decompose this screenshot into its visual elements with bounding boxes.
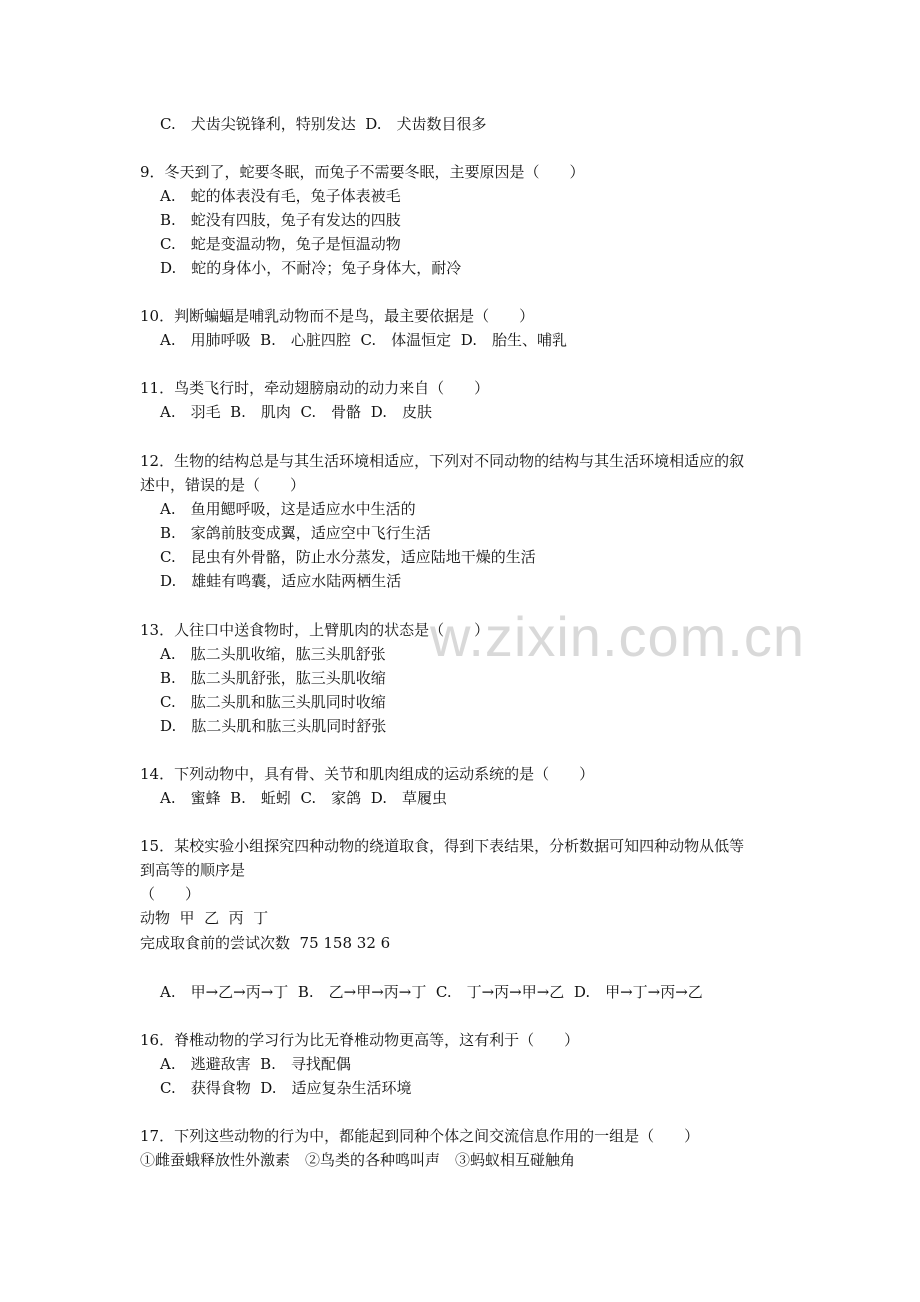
question-8-options: C. 犬齿尖锐锋利，特别发达 D. 犬齿数目很多	[160, 115, 487, 133]
question-12-option-a: A. 鱼用鳃呼吸，这是适应水中生活的	[160, 500, 416, 518]
question-11-stem: 11．鸟类飞行时，牵动翅膀扇动的动力来自（ ）	[140, 379, 490, 397]
question-10-stem: 10．判断蝙蝠是哺乳动物而不是鸟，最主要依据是（ ）	[140, 307, 535, 325]
question-12-option-b: B. 家鸽前肢变成翼，适应空中飞行生活	[160, 524, 431, 542]
question-16-options-line2: C. 获得食物 D. 适应复杂生活环境	[160, 1079, 412, 1097]
question-12-option-d: D. 雄蛙有鸣囊，适应水陆两栖生活	[160, 572, 402, 590]
question-13-option-b: B. 肱二头肌舒张，肱三头肌收缩	[160, 669, 386, 687]
question-12-stem-line1: 12．生物的结构总是与其生活环境相适应，下列对不同动物的结构与其生活环境相适应的叙	[140, 452, 745, 470]
question-15-options: A. 甲→乙→丙→丁 B. 乙→甲→丙→丁 C. 丁→丙→甲→乙 D. 甲→丁→丙→乙	[160, 983, 703, 1001]
question-15-table-row: 完成取食前的尝试次数 75 158 32 6	[140, 934, 391, 952]
question-11-options: A. 羽毛 B. 肌肉 C. 骨骼 D. 皮肤	[160, 403, 432, 421]
question-15-table-header: 动物 甲 乙 丙 丁	[140, 909, 269, 927]
question-13-option-d: D. 肱二头肌和肱三头肌同时舒张	[160, 717, 387, 735]
question-16-options-line1: A. 逃避敌害 B. 寻找配偶	[160, 1055, 351, 1073]
question-17-items: ①雌蚕蛾释放性外激素 ②鸟类的各种鸣叫声 ③蚂蚁相互碰触角	[140, 1151, 576, 1169]
question-17-stem: 17．下列这些动物的行为中，都能起到同种个体之间交流信息作用的一组是（ ）	[140, 1127, 700, 1145]
question-12-option-c: C. 昆虫有外骨骼，防止水分蒸发，适应陆地干燥的生活	[160, 548, 536, 566]
question-9-option-b: B. 蛇没有四肢，兔子有发达的四肢	[160, 211, 401, 229]
question-14-options: A. 蜜蜂 B. 蚯蚓 C. 家鸽 D. 草履虫	[160, 789, 447, 807]
question-14-stem: 14．下列动物中，具有骨、关节和肌肉组成的运动系统的是（ ）	[140, 765, 595, 783]
question-13-option-a: A. 肱二头肌收缩，肱三头肌舒张	[160, 645, 386, 663]
question-15-stem-line3: （ ）	[140, 885, 201, 903]
question-15-stem-line2: 到高等的顺序是	[140, 861, 246, 879]
watermark: w.zixin.com.cn	[430, 605, 805, 668]
question-9-option-d: D. 蛇的身体小，不耐冷；兔子身体大，耐冷	[160, 259, 462, 277]
question-9-stem: 9．冬天到了，蛇要冬眠，而兔子不需要冬眠，主要原因是（ ）	[140, 163, 585, 181]
question-10-options: A. 用肺呼吸 B. 心脏四腔 C. 体温恒定 D. 胎生、哺乳	[160, 331, 567, 349]
question-12-stem-line2: 述中，错误的是（ ）	[140, 476, 306, 494]
question-9-option-a: A. 蛇的体表没有毛，兔子体表被毛	[160, 187, 401, 205]
question-13-option-c: C. 肱二头肌和肱三头肌同时收缩	[160, 693, 386, 711]
question-9-option-c: C. 蛇是变温动物，兔子是恒温动物	[160, 235, 401, 253]
question-16-stem: 16．脊椎动物的学习行为比无脊椎动物更高等，这有利于（ ）	[140, 1031, 580, 1049]
question-13-stem: 13．人往口中送食物时，上臂肌肉的状态是（ ）	[140, 621, 490, 639]
question-15-stem-line1: 15．某校实验小组探究四种动物的绕道取食，得到下表结果，分析数据可知四种动物从低等	[140, 837, 745, 855]
